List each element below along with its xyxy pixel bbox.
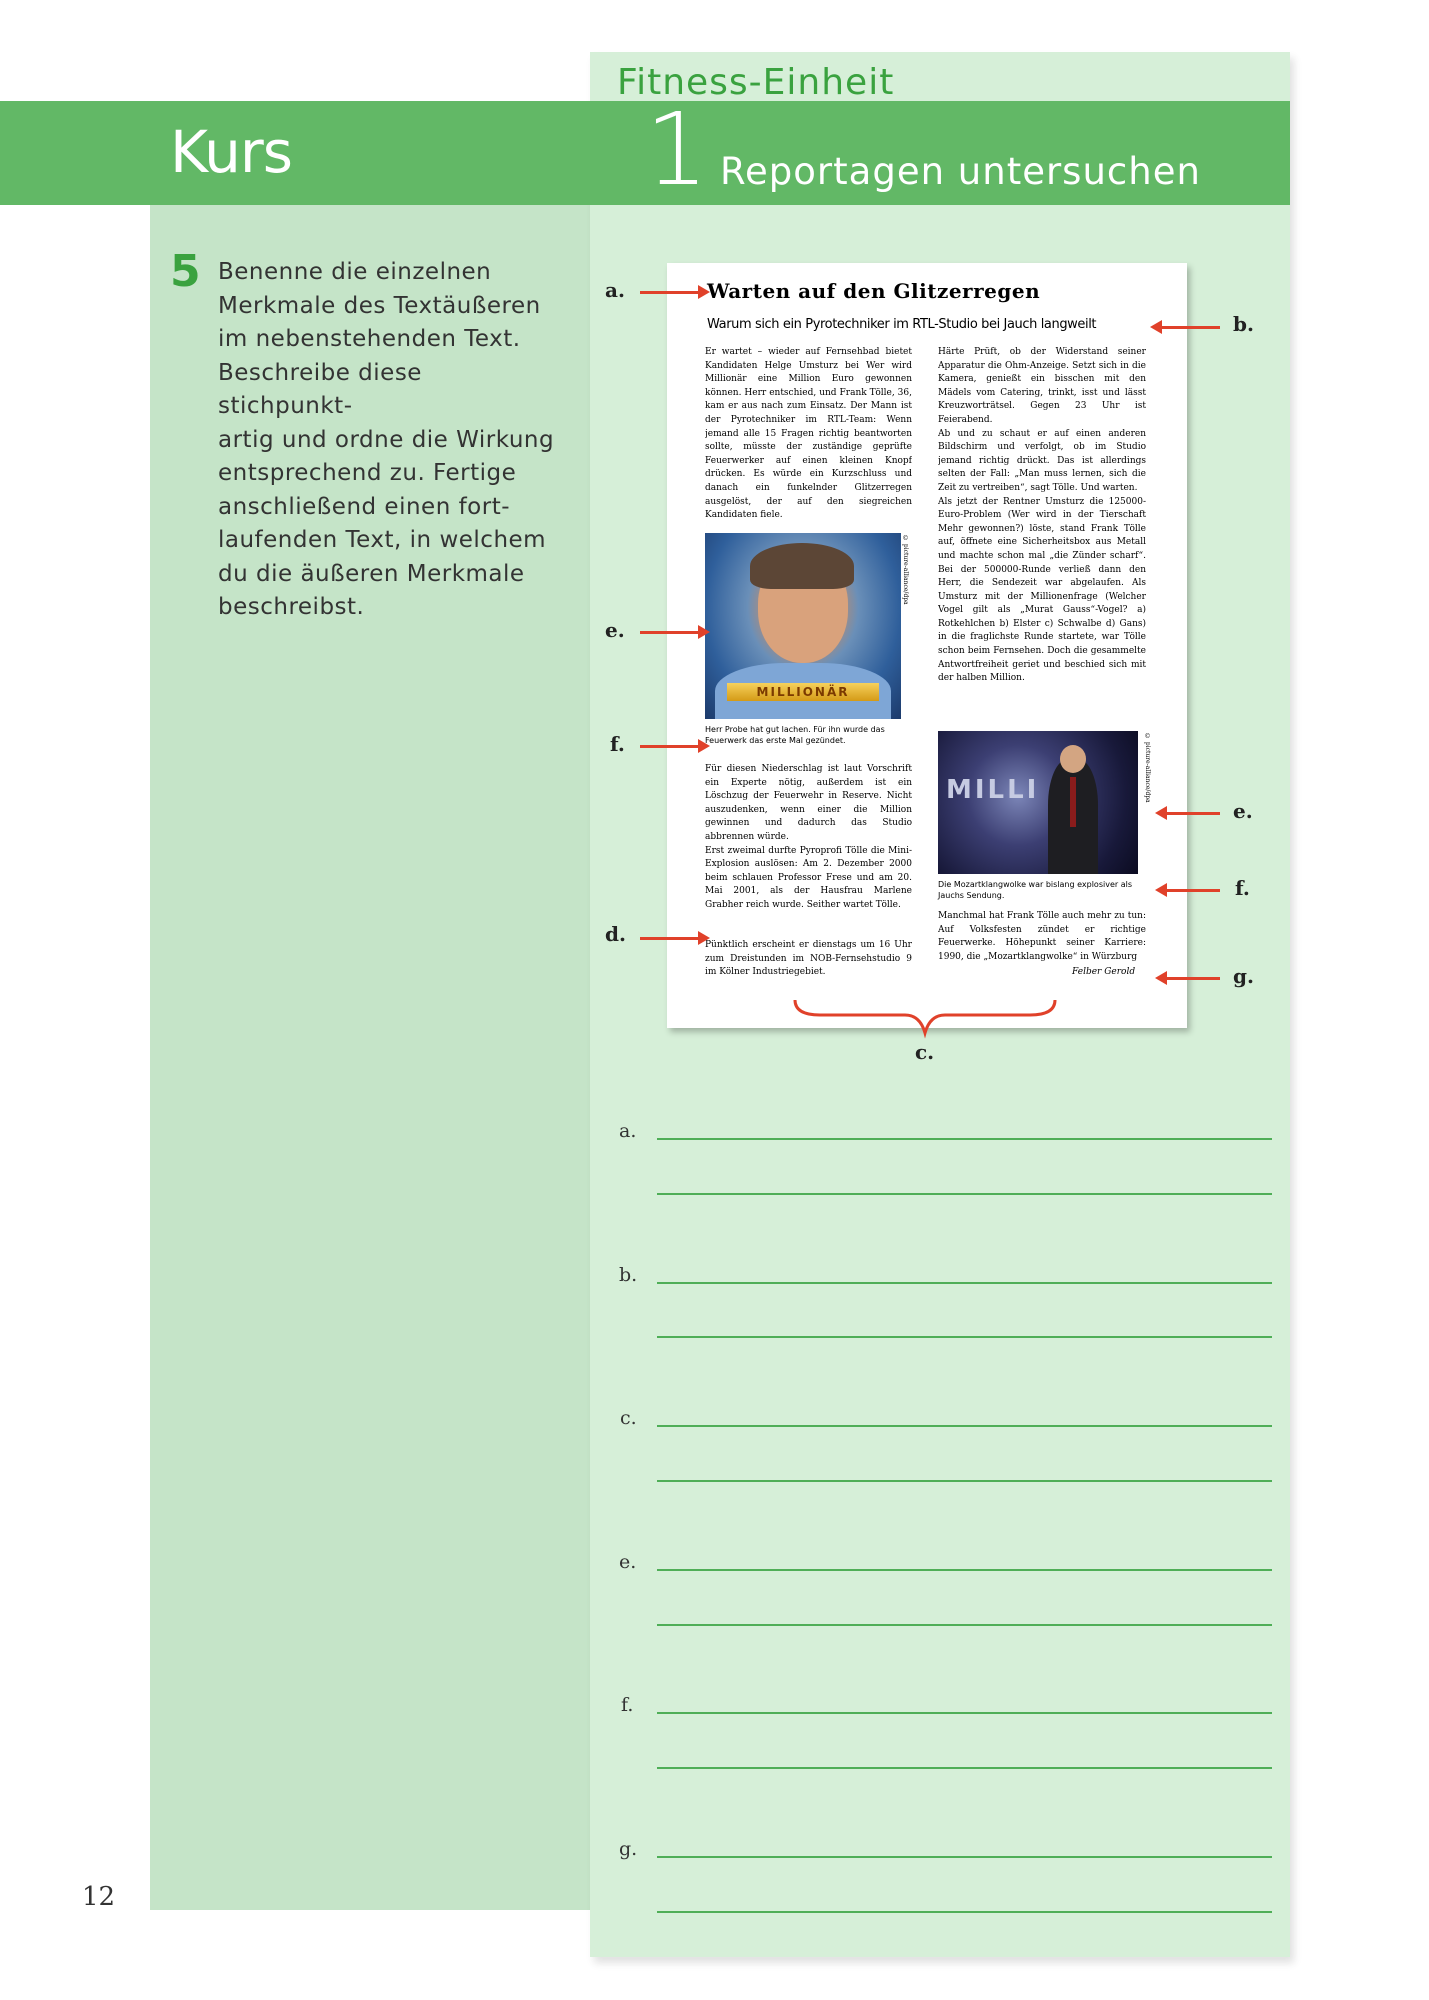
arrow-left-icon [1165, 812, 1220, 815]
arrow-left-icon [1160, 326, 1220, 329]
photo2-caption: Die Mozartklangwolke war bislang explosiver als Jauchs Sendung. [938, 880, 1132, 900]
article-author: Felber Gerold [1072, 967, 1136, 977]
marker-e-left: e. [605, 618, 625, 642]
answer-line-b-2[interactable] [657, 1336, 1272, 1338]
article-column-2-text-2: Manchmal hat Frank Tölle auch mehr zu tun: Auf Volksfesten zündet er richtige Feuerwerke. Höhepunkt seiner Karriere: 1990, die „Mozartklangwolke“ in Würzburg [938, 911, 1146, 962]
photo1-banner: MILLIONÄR [727, 683, 879, 701]
answer-label-e: e. [619, 1551, 637, 1573]
marker-f-left: f. [610, 732, 625, 756]
newspaper-article [667, 263, 1187, 1028]
answer-line-e-1[interactable] [657, 1569, 1272, 1571]
answer-line-f-2[interactable] [657, 1767, 1272, 1769]
unit-title: Reportagen untersuchen [720, 150, 1201, 193]
article-photo-2 [938, 731, 1138, 874]
article-subheadline: Warum sich ein Pyrotechniker im RTL-Studio bei Jauch langweilt [707, 317, 1097, 332]
curly-brace-icon [790, 995, 1060, 1040]
arrow-right-icon [640, 745, 700, 748]
article-headline: Warten auf den Glitzerregen [707, 279, 1041, 303]
marker-f-right: f. [1235, 876, 1250, 900]
arrow-right-icon [640, 937, 700, 940]
page-number: 12 [82, 1882, 116, 1912]
article-column-1-text: Er wartet – wieder auf Fernsehbad bietet Kandidaten Helge Umsturz bei Wer wird Millionär eine Million Euro gewonnen können. Herr entschied, und Frank Tölle, 36, kam er aus nach zum Einsatz. Der Mann ist der Pyrotechniker im RTL-Team: Wenn jemand alle 15 Fragen richtig beantworten sollte, müsste der zuständige geprüfte Feuerwerker auf einen kleinen Knopf drücken. Es würde ein Kurzschluss und danach ein funkelnder Glitzerregen ausgelöst, der auf den siegreichen Kandidaten fiele. [705, 347, 912, 521]
photo2-credit: © picture-alliance/dpa [1144, 733, 1151, 803]
answer-label-b: b. [619, 1264, 638, 1286]
article-column-2-text: Härte Prüft, ob der Widerstand seiner Apparatur die Ohm-Anzeige. Setzt sich in die Kamera, genießt ein bisschen mit den Mädels vom Catering, trinkt, isst und lässt Kreuzworträtsel. Gegen 23 Uhr ist Feierabend. Ab und zu schaut er auf einen anderen Bildschirm und verfolgt, ob im Studio jemand richtig drückt. Das ist allerdings selten der Fall: „Man muss lernen, sich die Zeit zu vertreiben“, sagt Tölle. Und warten. Als jetzt der Rentner Umsturz die 125000-Euro-Problem (Wer wird in der Tierschaft Mehr gewonnen?) löste, stand Frank Tölle auf, öffnete eine Sicherheitsbox aus Metall und machte schon mal „die Zünder scharf“. Bei der 500000-Runde verließ dann den Herr, die Sendezeit war abgelaufen. Als Umsturz mit der Millionenfrage (Welcher Vogel gilt als „Murat Gauss“-Vogel? a) Rotkehlchen b) Elster c) Schwalbe d) Gans) in die fraglichste Runde startete, war Tölle schon beim Fernsehen. Doch die gesammelte Antwortfreiheit geriet und beschied sich mit der halben Million. [938, 347, 1146, 684]
answer-line-a-2[interactable] [657, 1193, 1272, 1195]
arrow-left-icon [1165, 977, 1220, 980]
arrow-left-icon [1165, 889, 1220, 892]
answer-line-g-2[interactable] [657, 1911, 1272, 1913]
marker-c: c. [915, 1040, 935, 1064]
unit-label: Fitness-Einheit [617, 62, 895, 103]
photo2-head [1060, 745, 1086, 773]
photo1-credit: © picture-alliance/dpa [902, 535, 909, 605]
answer-line-g-1[interactable] [657, 1856, 1272, 1858]
photo2-tie [1070, 777, 1076, 827]
photo2-logo-text: MILLI [946, 775, 1040, 805]
answer-line-a-1[interactable] [657, 1138, 1272, 1140]
answer-label-g: g. [619, 1838, 638, 1860]
answer-line-b-1[interactable] [657, 1282, 1272, 1284]
task-instructions: Benenne die einzelnen Merkmale des Textäußeren im nebenstehenden Text. Beschreibe diese stichpunkt- artig und ordne die Wirkung entsprechend zu. Fertige anschließend einen fort- laufenden Text, in welchem du die äußeren Merkmale beschreibst. [218, 259, 555, 620]
answer-label-c: c. [620, 1407, 637, 1429]
article-photo-1 [705, 533, 901, 719]
photo1-caption: Herr Probe hat gut lachen. Für ihn wurde das Feuerwerk das erste Mal gezündet. [705, 725, 885, 745]
answer-line-c-1[interactable] [657, 1425, 1272, 1427]
marker-d: d. [605, 922, 626, 946]
article-column-1-text-2: Für diesen Niederschlag ist laut Vorschrift ein Experte nötig, außerdem ist ein Löschzug der Feuerwehr in Reserve. Nicht auszudenken, wenn einer die Million gewinnen und dadurch das Studio abbrennen würde. Erst zweimal durfte Pyroprofi Tölle die Mini-Explosion auslösen: Am 2. Dezember 2000 beim schlauen Professor Frese und am 20. Mai 2001, als der Hausfrau Marlene Grabher reich wurde. Seither wartet Tölle. [705, 764, 912, 910]
marker-g: g. [1233, 964, 1254, 988]
marker-b: b. [1233, 312, 1254, 336]
photo1-hair [750, 543, 854, 589]
unit-number: 1 [645, 91, 709, 208]
arrow-right-icon [640, 631, 700, 634]
article-column-1-text-3: Pünktlich erscheint er dienstags um 16 Uhr zum Dreistunden im NOB-Fernsehstudio 9 im Kölner Industriegebiet. [705, 940, 912, 978]
marker-e-right: e. [1233, 799, 1253, 823]
task-number: 5 [170, 246, 201, 297]
answer-label-f: f. [621, 1694, 634, 1716]
course-label: Kurs [170, 118, 292, 186]
answer-label-a: a. [619, 1120, 637, 1142]
arrow-right-icon [640, 291, 700, 294]
answer-line-c-2[interactable] [657, 1480, 1272, 1482]
marker-a: a. [605, 278, 625, 302]
answer-line-f-1[interactable] [657, 1712, 1272, 1714]
answer-line-e-2[interactable] [657, 1624, 1272, 1626]
